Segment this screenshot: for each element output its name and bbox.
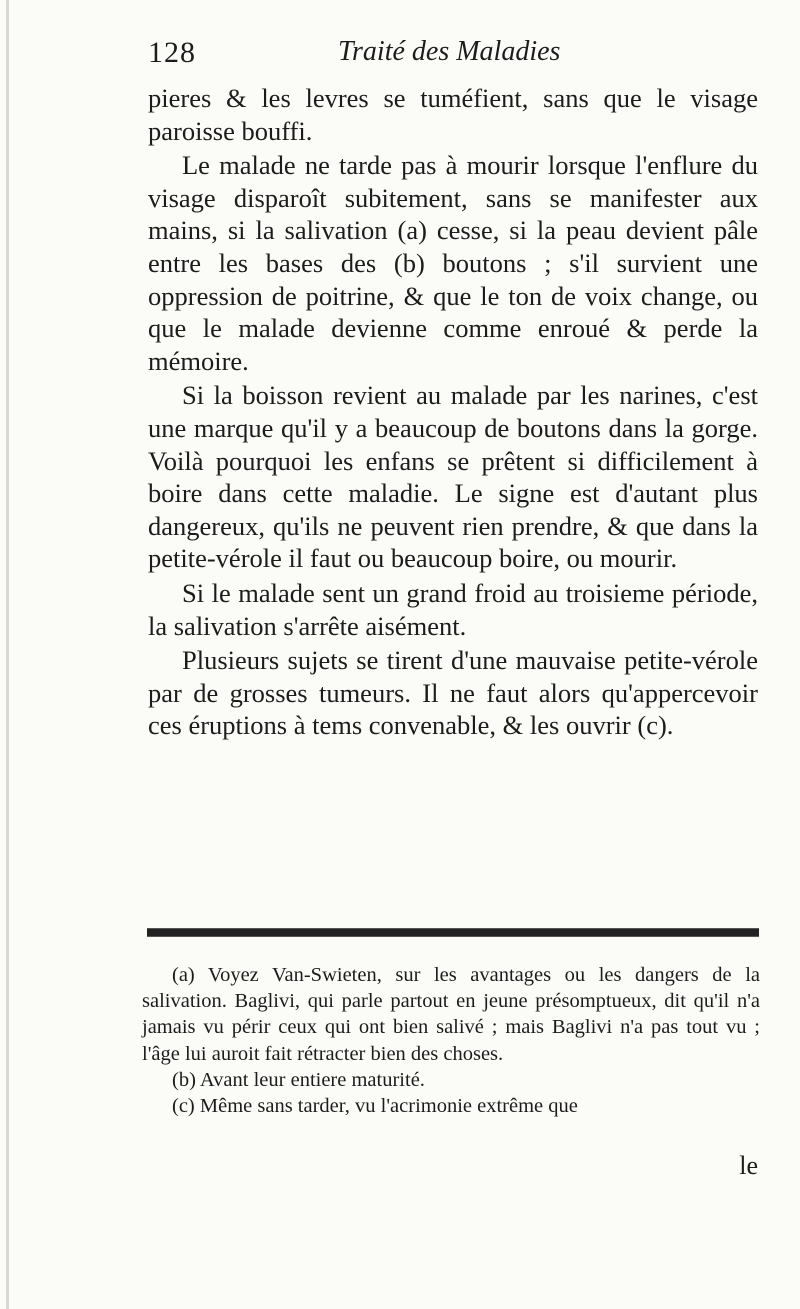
footnote-c: (c) Même sans tarder, vu l'acrimonie extrême que (172, 1095, 578, 1118)
paragraph: pieres & les levres se tuméfient, sans que le visage paroisse bouffi. (148, 83, 758, 146)
page-number: 128 (148, 36, 196, 69)
paragraph: Plusieurs sujets se tirent d'une mauvaise petite-vérole par de grosses tumeurs. Il ne faut alors qu'appercevoir ces éruptions à tems convenable, & les ouvrir (c). (148, 645, 758, 741)
paragraph: Si le malade sent un grand froid au troisieme période, la salivation s'arrête aisément. (148, 577, 758, 641)
running-title: Traité des Maladies (338, 36, 561, 67)
footnotes (142, 962, 760, 1119)
paragraph: Si la boisson revient au malade par les narines, c'est une marque qu'il y a beaucoup de boutons dans la gorge. Voilà pourquoi les enfans se prêtent si difficilement à boire dans cette maladie. Le signe est d'autant plus dangereux, qu'ils ne peuvent rien prendre, & que dans la petite-vérole il faut ou beaucoup boire, ou mourir. (148, 380, 758, 574)
footnote-rule (147, 928, 759, 937)
running-head (148, 36, 754, 76)
footnote-a: (a) Voyez Van-Swieten, sur les avantages ou les dangers de la salivation. Baglivi, qui parle partout en jeune présomptueux, dit qu'il n'a jamais vu périr ceux qui ont bien salivé ; mais Baglivi n'a pas tout vu ; l'âge lui auroit fait rétracter bien des choses. (142, 964, 760, 1065)
page-edge (6, 0, 9, 1309)
paragraph: Le malade ne tarde pas à mourir lorsque l'enflure du visage disparoît subitement, sans se manifester aux mains, si la salivation (a) cesse, si la peau devient pâle entre les bases des (b) boutons ; s'il survient une oppression de poitrine, & que le ton de voix change, ou que le malade devienne comme enroué & perde la mémoire. (148, 150, 758, 376)
footnote-b: (b) Avant leur entiere maturité. (172, 1068, 425, 1091)
main-text (148, 82, 758, 742)
catchword: le (739, 1151, 758, 1180)
